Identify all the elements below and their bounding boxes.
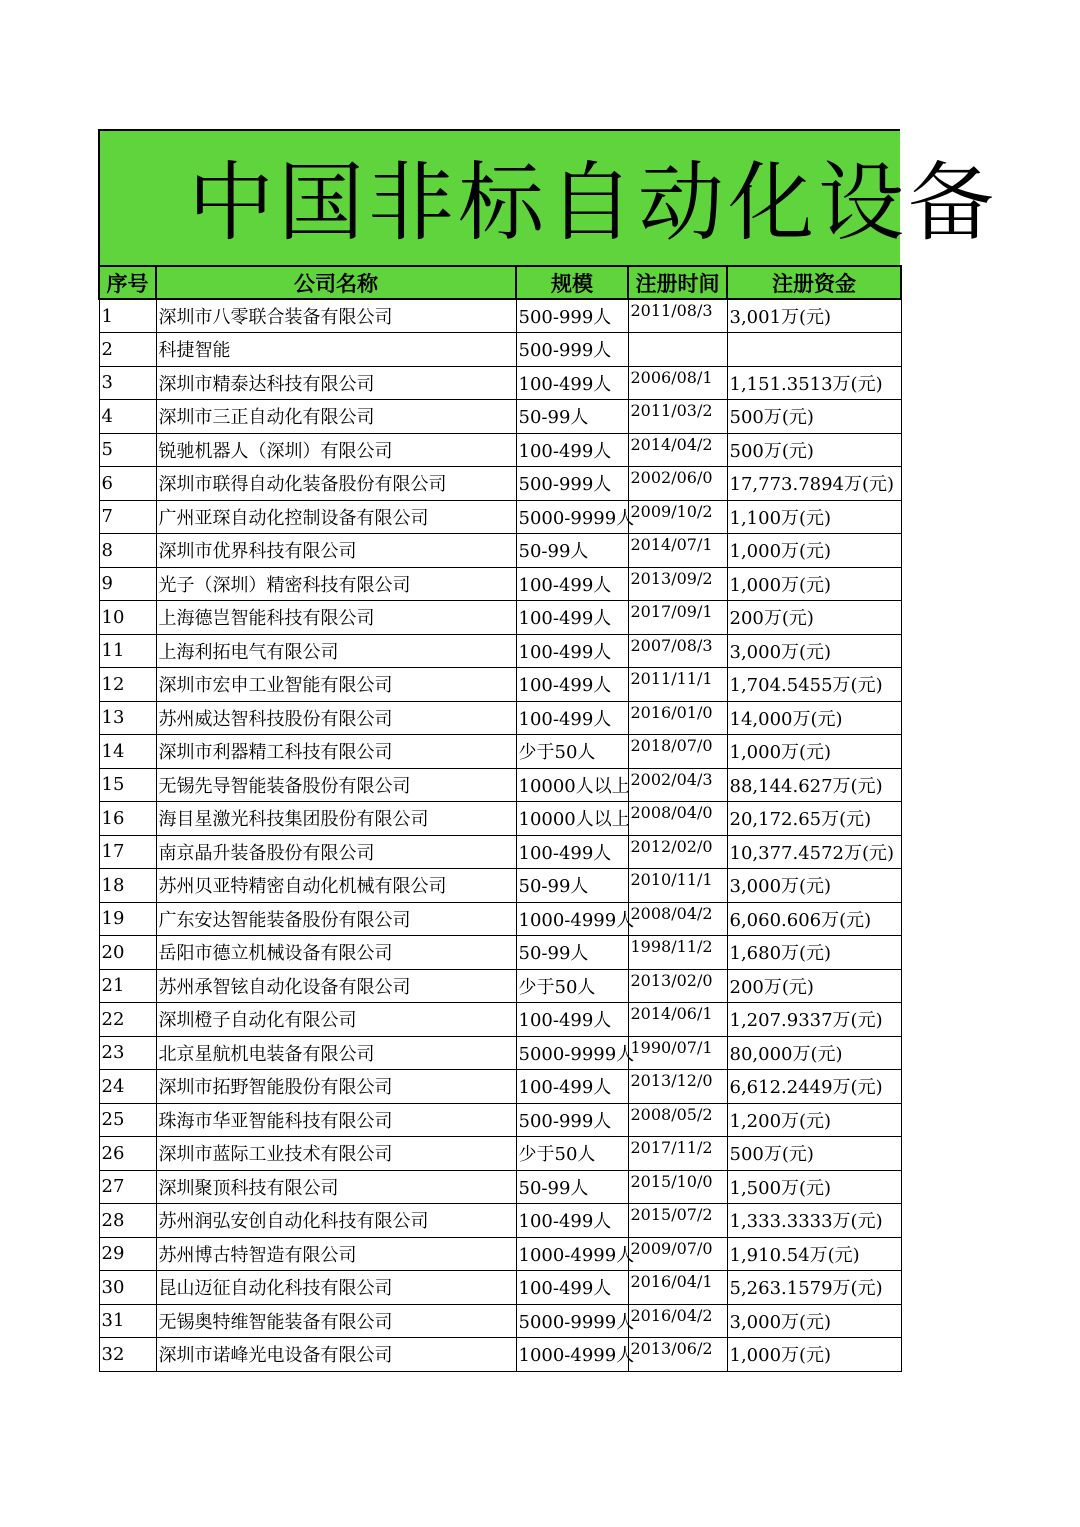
cell-company-name[interactable]: 光子（深圳）精密科技有限公司: [156, 567, 516, 601]
cell-reg-capital[interactable]: 5,263.1579万(元): [727, 1271, 901, 1305]
cell-scale[interactable]: 少于50人: [516, 735, 628, 769]
cell-reg-date[interactable]: 2016/04/1: [628, 1271, 727, 1305]
cell-seq[interactable]: 22: [99, 1003, 156, 1037]
cell-scale[interactable]: 100-499人: [516, 433, 628, 467]
cell-reg-capital[interactable]: 1,500万(元): [727, 1170, 901, 1204]
cell-scale[interactable]: 500-999人: [516, 1103, 628, 1137]
cell-company-name[interactable]: 苏州承智铉自动化设备有限公司: [156, 969, 516, 1003]
cell-scale[interactable]: 100-499人: [516, 701, 628, 735]
cell-company-name[interactable]: 北京星航机电装备有限公司: [156, 1036, 516, 1070]
cell-company-name[interactable]: 上海德岂智能科技有限公司: [156, 601, 516, 635]
cell-company-name[interactable]: 昆山迈征自动化科技有限公司: [156, 1271, 516, 1305]
cell-reg-date[interactable]: [628, 333, 727, 367]
table-row: [99, 969, 901, 1003]
table-row: [99, 1070, 901, 1104]
cell-seq[interactable]: 27: [99, 1170, 156, 1204]
cell-scale[interactable]: 100-499人: [516, 835, 628, 869]
cell-seq[interactable]: 11: [99, 634, 156, 668]
header-company-name: 公司名称: [156, 266, 516, 299]
cell-seq[interactable]: 8: [99, 534, 156, 568]
cell-company-name[interactable]: 深圳市八零联合装备有限公司: [156, 299, 516, 333]
cell-seq[interactable]: 25: [99, 1103, 156, 1137]
cell-seq[interactable]: 16: [99, 802, 156, 836]
header-scale: 规模: [516, 266, 628, 299]
cell-reg-capital[interactable]: 20,172.65万(元): [727, 802, 901, 836]
cell-scale[interactable]: 少于50人: [516, 1137, 628, 1171]
cell-seq[interactable]: 30: [99, 1271, 156, 1305]
cell-company-name[interactable]: 深圳市三正自动化有限公司: [156, 400, 516, 434]
cell-scale[interactable]: 10000人以上: [516, 768, 628, 802]
cell-reg-date[interactable]: 2014/04/2: [628, 433, 727, 467]
table-row: [99, 1103, 901, 1137]
cell-reg-date[interactable]: 2017/11/2: [628, 1137, 727, 1171]
cell-reg-date[interactable]: 2010/11/1: [628, 869, 727, 903]
table-row: [99, 902, 901, 936]
cell-seq[interactable]: 9: [99, 567, 156, 601]
table-row: [99, 634, 901, 668]
table-row: [99, 366, 901, 400]
table-row: [99, 936, 901, 970]
cell-seq[interactable]: 7: [99, 500, 156, 534]
cell-reg-date[interactable]: 2017/09/1: [628, 601, 727, 635]
cell-reg-capital[interactable]: 1,207.9337万(元): [727, 1003, 901, 1037]
table-row: [99, 802, 901, 836]
cell-reg-capital[interactable]: 14,000万(元): [727, 701, 901, 735]
cell-reg-date[interactable]: 2009/10/2: [628, 500, 727, 534]
table-row: [99, 735, 901, 769]
cell-company-name[interactable]: 深圳橙子自动化有限公司: [156, 1003, 516, 1037]
cell-seq[interactable]: 23: [99, 1036, 156, 1070]
cell-reg-capital[interactable]: 3,000万(元): [727, 634, 901, 668]
cell-company-name[interactable]: 上海利拓电气有限公司: [156, 634, 516, 668]
table-row: [99, 333, 901, 367]
cell-reg-capital[interactable]: 1,000万(元): [727, 567, 901, 601]
cell-scale[interactable]: 100-499人: [516, 1271, 628, 1305]
cell-reg-capital[interactable]: 1,200万(元): [727, 1103, 901, 1137]
header-reg-date: 注册时间: [628, 266, 727, 299]
cell-reg-date[interactable]: 2016/01/0: [628, 701, 727, 735]
sheet-title: 中国非标自动化设备: [188, 153, 998, 253]
cell-reg-date[interactable]: 2018/07/0: [628, 735, 727, 769]
table-row: [99, 601, 901, 635]
cell-reg-date[interactable]: 2015/07/2: [628, 1204, 727, 1238]
cell-scale[interactable]: 100-499人: [516, 1003, 628, 1037]
table-row: [99, 1304, 901, 1338]
cell-scale[interactable]: 5000-9999人: [516, 500, 628, 534]
cell-company-name[interactable]: 科捷智能: [156, 333, 516, 367]
cell-reg-capital[interactable]: 200万(元): [727, 969, 901, 1003]
cell-reg-capital[interactable]: 88,144.627万(元): [727, 768, 901, 802]
cell-seq[interactable]: 26: [99, 1137, 156, 1171]
cell-scale[interactable]: 50-99人: [516, 1170, 628, 1204]
cell-scale[interactable]: 500-999人: [516, 299, 628, 333]
cell-reg-capital[interactable]: 1,910.54万(元): [727, 1237, 901, 1271]
cell-reg-date[interactable]: 2011/11/1: [628, 668, 727, 702]
table-row: [99, 1137, 901, 1171]
cell-company-name[interactable]: 深圳市蓝际工业技术有限公司: [156, 1137, 516, 1171]
cell-seq[interactable]: 14: [99, 735, 156, 769]
cell-reg-date[interactable]: 2013/06/2: [628, 1338, 727, 1372]
cell-reg-capital[interactable]: 1,000万(元): [727, 735, 901, 769]
cell-reg-date[interactable]: 2016/04/2: [628, 1304, 727, 1338]
cell-company-name[interactable]: 无锡先导智能装备股份有限公司: [156, 768, 516, 802]
cell-scale[interactable]: 1000-4999人: [516, 902, 628, 936]
cell-reg-date[interactable]: 2013/09/2: [628, 567, 727, 601]
cell-scale[interactable]: 500-999人: [516, 333, 628, 367]
cell-company-name[interactable]: 苏州贝亚特精密自动化机械有限公司: [156, 869, 516, 903]
cell-scale[interactable]: 100-499人: [516, 567, 628, 601]
cell-seq[interactable]: 17: [99, 835, 156, 869]
cell-reg-capital[interactable]: 500万(元): [727, 1137, 901, 1171]
cell-seq[interactable]: 28: [99, 1204, 156, 1238]
cell-seq[interactable]: 12: [99, 668, 156, 702]
cell-scale[interactable]: 50-99人: [516, 534, 628, 568]
cell-reg-date[interactable]: 2008/04/0: [628, 802, 727, 836]
cell-reg-date[interactable]: 2013/02/0: [628, 969, 727, 1003]
cell-reg-capital[interactable]: 1,000万(元): [727, 534, 901, 568]
cell-company-name[interactable]: 海目星激光科技集团股份有限公司: [156, 802, 516, 836]
cell-reg-date[interactable]: 2002/04/3: [628, 768, 727, 802]
cell-reg-capital[interactable]: 1,704.5455万(元): [727, 668, 901, 702]
cell-company-name[interactable]: 深圳市宏申工业智能有限公司: [156, 668, 516, 702]
cell-reg-capital[interactable]: 500万(元): [727, 400, 901, 434]
cell-scale[interactable]: 10000人以上: [516, 802, 628, 836]
cell-seq[interactable]: 18: [99, 869, 156, 903]
cell-reg-date[interactable]: 2008/05/2: [628, 1103, 727, 1137]
cell-reg-date[interactable]: 1998/11/2: [628, 936, 727, 970]
cell-reg-capital[interactable]: 6,612.2449万(元): [727, 1070, 901, 1104]
cell-company-name[interactable]: 无锡奥特维智能装备有限公司: [156, 1304, 516, 1338]
cell-reg-capital[interactable]: 10,377.4572万(元): [727, 835, 901, 869]
cell-reg-date[interactable]: 2011/08/3: [628, 299, 727, 333]
table-row: [99, 1237, 901, 1271]
cell-scale[interactable]: 1000-4999人: [516, 1338, 628, 1372]
cell-seq[interactable]: 1: [99, 299, 156, 333]
table-row: [99, 433, 901, 467]
cell-reg-capital[interactable]: 3,001万(元): [727, 299, 901, 333]
cell-reg-capital[interactable]: 3,000万(元): [727, 1304, 901, 1338]
table-row: [99, 534, 901, 568]
cell-seq[interactable]: 20: [99, 936, 156, 970]
cell-reg-capital[interactable]: [727, 333, 901, 367]
cell-reg-date[interactable]: 2013/12/0: [628, 1070, 727, 1104]
cell-reg-date[interactable]: 2006/08/1: [628, 366, 727, 400]
cell-seq[interactable]: 31: [99, 1304, 156, 1338]
cell-scale[interactable]: 100-499人: [516, 1070, 628, 1104]
cell-reg-capital[interactable]: 6,060.606万(元): [727, 902, 901, 936]
table-row: [99, 299, 901, 333]
cell-scale[interactable]: 100-499人: [516, 668, 628, 702]
table-row: [99, 835, 901, 869]
cell-company-name[interactable]: 深圳市利器精工科技有限公司: [156, 735, 516, 769]
cell-company-name[interactable]: 深圳市精泰达科技有限公司: [156, 366, 516, 400]
cell-seq[interactable]: 29: [99, 1237, 156, 1271]
cell-seq[interactable]: 10: [99, 601, 156, 635]
cell-seq[interactable]: 4: [99, 400, 156, 434]
table-row: [99, 467, 901, 501]
spreadsheet: [98, 129, 998, 1372]
cell-company-name[interactable]: 深圳市优界科技有限公司: [156, 534, 516, 568]
cell-seq[interactable]: 24: [99, 1070, 156, 1104]
cell-seq[interactable]: 21: [99, 969, 156, 1003]
cell-company-name[interactable]: 广东安达智能装备股份有限公司: [156, 902, 516, 936]
table-row: [99, 701, 901, 735]
cell-company-name[interactable]: 深圳市联得自动化装备股份有限公司: [156, 467, 516, 501]
cell-company-name[interactable]: 苏州威达智科技股份有限公司: [156, 701, 516, 735]
cell-reg-capital[interactable]: 17,773.7894万(元): [727, 467, 901, 501]
cell-seq[interactable]: 6: [99, 467, 156, 501]
table-row: [99, 400, 901, 434]
table-row: [99, 1003, 901, 1037]
cell-seq[interactable]: 3: [99, 366, 156, 400]
cell-seq[interactable]: 32: [99, 1338, 156, 1372]
cell-scale[interactable]: 100-499人: [516, 634, 628, 668]
header-reg-capital: 注册资金: [727, 266, 901, 299]
cell-seq[interactable]: 2: [99, 333, 156, 367]
cell-reg-capital[interactable]: 1,000万(元): [727, 1338, 901, 1372]
company-table: [98, 265, 902, 1372]
cell-reg-date[interactable]: 2015/10/0: [628, 1170, 727, 1204]
cell-reg-capital[interactable]: 200万(元): [727, 601, 901, 635]
cell-scale[interactable]: 100-499人: [516, 1204, 628, 1238]
cell-reg-capital[interactable]: 1,100万(元): [727, 500, 901, 534]
cell-scale[interactable]: 500-999人: [516, 467, 628, 501]
cell-reg-date[interactable]: 2014/06/1: [628, 1003, 727, 1037]
cell-reg-date[interactable]: 2009/07/0: [628, 1237, 727, 1271]
cell-company-name[interactable]: 珠海市华亚智能科技有限公司: [156, 1103, 516, 1137]
table-row: [99, 1170, 901, 1204]
cell-scale[interactable]: 50-99人: [516, 936, 628, 970]
cell-scale[interactable]: 50-99人: [516, 869, 628, 903]
cell-company-name[interactable]: 锐驰机器人（深圳）有限公司: [156, 433, 516, 467]
cell-reg-capital[interactable]: 1,333.3333万(元): [727, 1204, 901, 1238]
cell-scale[interactable]: 50-99人: [516, 400, 628, 434]
cell-reg-capital[interactable]: 1,680万(元): [727, 936, 901, 970]
cell-reg-date[interactable]: 2012/02/0: [628, 835, 727, 869]
table-row: [99, 768, 901, 802]
cell-reg-capital[interactable]: 80,000万(元): [727, 1036, 901, 1070]
cell-reg-date[interactable]: 2008/04/2: [628, 902, 727, 936]
table-row: [99, 500, 901, 534]
table-row: [99, 1271, 901, 1305]
header-seq: 序号: [99, 266, 156, 299]
table-row: [99, 869, 901, 903]
cell-scale[interactable]: 100-499人: [516, 366, 628, 400]
cell-company-name[interactable]: 南京晶升装备股份有限公司: [156, 835, 516, 869]
cell-scale[interactable]: 少于50人: [516, 969, 628, 1003]
title-band: [98, 129, 998, 265]
table-row: [99, 567, 901, 601]
table-row: [99, 1204, 901, 1238]
table-body: [99, 299, 901, 1371]
cell-reg-date[interactable]: 2007/08/3: [628, 634, 727, 668]
cell-scale[interactable]: 1000-4999人: [516, 1237, 628, 1271]
cell-company-name[interactable]: 岳阳市德立机械设备有限公司: [156, 936, 516, 970]
cell-seq[interactable]: 15: [99, 768, 156, 802]
cell-company-name[interactable]: 苏州博古特智造有限公司: [156, 1237, 516, 1271]
cell-reg-capital[interactable]: 500万(元): [727, 433, 901, 467]
table-row: [99, 668, 901, 702]
cell-company-name[interactable]: 苏州润弘安创自动化科技有限公司: [156, 1204, 516, 1238]
cell-reg-date[interactable]: 1990/07/1: [628, 1036, 727, 1070]
cell-company-name[interactable]: 广州亚琛自动化控制设备有限公司: [156, 500, 516, 534]
cell-seq[interactable]: 19: [99, 902, 156, 936]
table-row: [99, 1338, 901, 1372]
header-row: [99, 266, 901, 299]
table-row: [99, 1036, 901, 1070]
cell-reg-date[interactable]: 2002/06/0: [628, 467, 727, 501]
cell-company-name[interactable]: 深圳市拓野智能股份有限公司: [156, 1070, 516, 1104]
cell-scale[interactable]: 100-499人: [516, 601, 628, 635]
cell-reg-capital[interactable]: 3,000万(元): [727, 869, 901, 903]
cell-reg-capital[interactable]: 1,151.3513万(元): [727, 366, 901, 400]
cell-scale[interactable]: 5000-9999人: [516, 1304, 628, 1338]
cell-reg-date[interactable]: 2011/03/2: [628, 400, 727, 434]
cell-company-name[interactable]: 深圳聚顶科技有限公司: [156, 1170, 516, 1204]
cell-scale[interactable]: 5000-9999人: [516, 1036, 628, 1070]
cell-seq[interactable]: 5: [99, 433, 156, 467]
cell-reg-date[interactable]: 2014/07/1: [628, 534, 727, 568]
cell-seq[interactable]: 13: [99, 701, 156, 735]
cell-company-name[interactable]: 深圳市诺峰光电设备有限公司: [156, 1338, 516, 1372]
